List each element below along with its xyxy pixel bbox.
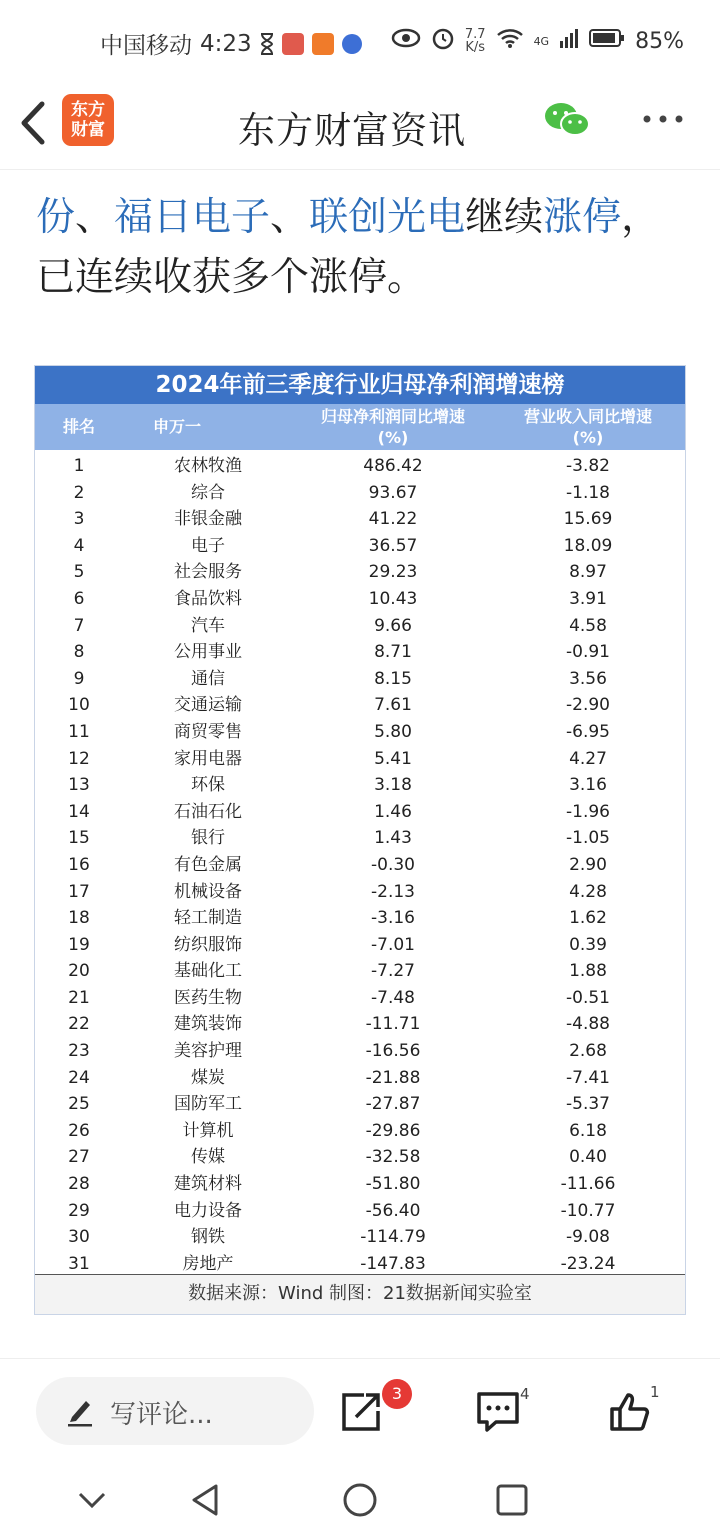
profit-growth-cell: -7.48 (371, 987, 415, 1008)
profit-growth-cell: -2.13 (371, 881, 415, 902)
header-revenue-label: 营业收入同比增速 (523, 407, 652, 426)
industry-cell: 社会服务 (174, 562, 242, 583)
profit-growth-cell: -7.01 (371, 934, 415, 955)
profit-growth-cell: -21.88 (365, 1067, 421, 1088)
alarm-icon (431, 26, 455, 56)
header-profit-label: 归母净利润同比增速 (320, 407, 465, 426)
stock-link-furi[interactable]: 福日电子 (114, 195, 271, 240)
profit-growth-cell: 8.71 (374, 642, 412, 663)
share-badge: 3 (382, 1379, 412, 1409)
profit-growth-cell: -114.79 (360, 1227, 426, 1248)
table-row (35, 879, 685, 906)
profit-growth-cell: -0.30 (371, 854, 415, 875)
clock: 4:23 (200, 30, 252, 57)
app-logo (62, 94, 114, 146)
battery-percent: 85% (635, 28, 684, 54)
table-row (35, 639, 685, 666)
header-rank: 排名 (62, 417, 95, 436)
table-row (35, 932, 685, 959)
wechat-share-button[interactable] (543, 100, 593, 140)
table-row (35, 799, 685, 826)
rank-cell: 30 (68, 1227, 90, 1248)
revenue-growth-cell: 4.28 (569, 881, 607, 902)
industry-cell: 银行 (191, 828, 225, 849)
rank-cell: 5 (73, 562, 85, 583)
industry-cell: 建筑装饰 (174, 1014, 242, 1035)
revenue-growth-cell: 1.88 (569, 961, 607, 982)
revenue-growth-cell: 15.69 (563, 509, 613, 530)
table-row (35, 905, 685, 932)
like-button[interactable] (608, 1391, 652, 1433)
industry-cell: 有色金属 (174, 854, 242, 875)
pencil-icon (66, 1395, 94, 1427)
revenue-growth-cell: -5.37 (566, 1094, 610, 1115)
net-speed-value: 7.7 (464, 27, 486, 42)
rank-cell: 14 (68, 801, 90, 822)
profit-growth-cell: 10.43 (368, 588, 418, 609)
profit-growth-cell: -7.27 (371, 961, 415, 982)
table-row (35, 1198, 685, 1225)
app-notification-icon (282, 33, 304, 55)
status-left (100, 27, 362, 60)
industry-cell: 非银金融 (174, 509, 242, 530)
profit-growth-cell: 9.66 (374, 615, 412, 636)
revenue-growth-cell: 3.56 (569, 668, 607, 689)
rank-cell: 10 (68, 695, 90, 716)
battery-icon (589, 28, 625, 54)
industry-cell: 综合 (191, 482, 225, 503)
profit-growth-cell: 36.57 (368, 535, 418, 556)
header-industry: 申万一 (153, 417, 202, 436)
rank-cell: 25 (68, 1094, 90, 1115)
industry-cell: 建筑材料 (174, 1174, 242, 1195)
profit-growth-cell: 486.42 (363, 456, 423, 476)
industry-cell: 交通运输 (174, 695, 242, 716)
separator: 、 (75, 195, 115, 240)
profit-growth-cell: -16.56 (365, 1041, 421, 1062)
revenue-growth-cell: -3.82 (566, 456, 610, 476)
profit-growth-cell: -147.83 (360, 1253, 426, 1274)
net-speed (465, 28, 486, 54)
page-title: 东方财富资讯 (238, 109, 466, 152)
revenue-growth-cell: -1.18 (566, 482, 610, 503)
square-recent-icon (492, 1480, 532, 1520)
profit-growth-cell: -32.58 (365, 1147, 421, 1168)
header-revenue-unit: (%) (572, 428, 604, 447)
rank-cell: 13 (68, 775, 90, 796)
profit-growth-cell: 41.22 (368, 509, 418, 530)
rank-cell: 20 (68, 961, 90, 982)
revenue-growth-cell: -7.41 (566, 1067, 610, 1088)
comment-input[interactable] (36, 1377, 314, 1445)
rank-cell: 1 (73, 456, 85, 476)
rank-cell: 16 (68, 854, 90, 875)
table-body (35, 450, 685, 1277)
table-row (35, 480, 685, 507)
table-row (35, 533, 685, 560)
industry-cell: 家用电器 (174, 748, 242, 769)
nav-recent-apps-button[interactable] (492, 1480, 532, 1520)
profit-growth-cell: 1.46 (374, 801, 412, 822)
profit-growth-cell: -3.16 (371, 908, 415, 929)
triangle-back-icon (186, 1480, 226, 1520)
share-icon (340, 1391, 384, 1433)
table-title: 2024年前三季度行业归母净利润增速榜 (35, 366, 685, 404)
limit-up-link[interactable]: 涨停 (543, 195, 622, 240)
profit-growth-cell: -27.87 (365, 1094, 421, 1115)
revenue-growth-cell: 6.18 (569, 1120, 607, 1141)
rank-cell: 2 (73, 482, 85, 503)
nav-home-button[interactable] (340, 1480, 380, 1520)
header-revenue-growth (493, 406, 683, 448)
table-row (35, 1011, 685, 1038)
table-row (35, 559, 685, 586)
table-row (35, 1224, 685, 1251)
rank-cell: 21 (68, 987, 90, 1008)
revenue-growth-cell: 2.90 (569, 854, 607, 875)
network-type: 4G (533, 34, 550, 48)
table-row (35, 692, 685, 719)
rank-cell: 26 (68, 1120, 90, 1141)
table-row (35, 1091, 685, 1118)
comments-button[interactable] (476, 1391, 520, 1433)
industry-cell: 纺织服饰 (174, 934, 242, 955)
rank-cell: 8 (73, 642, 85, 663)
industry-cell: 汽车 (191, 615, 225, 636)
comment-count: 4 (520, 1385, 530, 1403)
comment-bubble-icon (476, 1391, 520, 1433)
hourglass-icon (260, 33, 274, 55)
profit-growth-cell: 93.67 (368, 482, 418, 503)
revenue-growth-cell: 4.58 (569, 615, 607, 636)
rank-cell: 19 (68, 934, 90, 955)
rank-cell: 22 (68, 1014, 90, 1035)
table-row (35, 958, 685, 985)
nav-collapse-button[interactable] (72, 1480, 112, 1520)
article-line-2: 已连续收获多个涨停。 (36, 255, 427, 300)
profit-growth-cell: 3.18 (374, 775, 412, 796)
profit-growth-cell: 7.61 (374, 695, 412, 716)
profit-growth-cell: -11.71 (365, 1014, 421, 1035)
revenue-growth-cell: -6.95 (566, 721, 610, 742)
rank-cell: 29 (68, 1200, 90, 1221)
revenue-growth-cell: -11.66 (560, 1174, 616, 1195)
back-button[interactable] (18, 100, 52, 146)
app-header (0, 84, 720, 170)
revenue-growth-cell: -1.96 (566, 801, 610, 822)
rank-cell: 9 (73, 668, 85, 689)
table-row (35, 746, 685, 773)
bottom-action-bar (0, 1358, 720, 1464)
rank-cell: 4 (73, 535, 85, 556)
table-row (35, 1144, 685, 1171)
industry-cell: 传媒 (191, 1147, 225, 1168)
revenue-growth-cell: 3.16 (569, 775, 607, 796)
table-row (35, 985, 685, 1012)
system-nav-bar (0, 1464, 720, 1540)
table-row (35, 772, 685, 799)
stock-link-lianchuang[interactable]: 联创光电 (309, 195, 466, 240)
thumbs-up-icon (608, 1391, 652, 1433)
rank-cell: 18 (68, 908, 90, 929)
profit-growth-cell: 8.15 (374, 668, 412, 689)
industry-cell: 国防军工 (174, 1094, 242, 1115)
chevron-left-icon (18, 100, 52, 146)
rank-cell: 28 (68, 1174, 90, 1195)
like-count: 1 (650, 1383, 660, 1401)
table-row (35, 1065, 685, 1092)
industry-cell: 机械设备 (174, 881, 242, 902)
logo-text-line1: 东方 (71, 100, 105, 120)
table-row (35, 1038, 685, 1065)
rank-cell: 23 (68, 1041, 90, 1062)
profit-growth-cell: 29.23 (368, 562, 418, 583)
rank-cell: 12 (68, 748, 90, 769)
rank-cell: 31 (68, 1253, 90, 1274)
table-row (35, 852, 685, 879)
more-dots-icon (640, 104, 686, 134)
table-row (35, 1118, 685, 1145)
rank-cell: 3 (73, 509, 85, 530)
profit-growth-cell: 1.43 (374, 828, 412, 849)
net-speed-unit: K/s (465, 40, 486, 55)
rank-cell: 27 (68, 1147, 90, 1168)
rank-cell: 15 (68, 828, 90, 849)
industry-cell: 煤炭 (191, 1067, 225, 1088)
table-row (35, 586, 685, 613)
profit-growth-cell: 5.80 (374, 721, 412, 742)
revenue-growth-cell: -9.08 (566, 1227, 610, 1248)
signal-icon (559, 27, 579, 55)
profit-growth-cell: -56.40 (365, 1200, 421, 1221)
industry-cell: 电力设备 (174, 1200, 242, 1221)
industry-cell: 通信 (191, 668, 225, 689)
industry-cell: 钢铁 (191, 1227, 225, 1248)
industry-cell: 石油石化 (174, 801, 242, 822)
industry-cell: 电子 (191, 535, 225, 556)
revenue-growth-cell: -10.77 (560, 1200, 616, 1221)
revenue-growth-cell: 3.91 (569, 588, 607, 609)
revenue-growth-cell: 0.40 (569, 1147, 607, 1168)
stock-link[interactable]: 份 (36, 195, 76, 240)
industry-cell: 房地产 (182, 1253, 234, 1274)
article-text: 继续 (465, 195, 544, 240)
status-right (391, 26, 684, 56)
industry-growth-table[interactable] (34, 365, 686, 1315)
share-button[interactable] (340, 1391, 384, 1433)
industry-cell: 农林牧渔 (174, 456, 242, 476)
industry-cell: 商贸零售 (174, 721, 242, 742)
table-row (35, 506, 685, 533)
industry-cell: 医药生物 (174, 987, 242, 1008)
circle-home-icon (340, 1480, 380, 1520)
more-options-button[interactable] (640, 104, 686, 134)
revenue-growth-cell: -0.51 (566, 987, 610, 1008)
industry-cell: 轻工制造 (174, 908, 242, 929)
table-row (35, 719, 685, 746)
industry-cell: 公用事业 (174, 642, 242, 663)
industry-cell: 美容护理 (174, 1041, 242, 1062)
profit-growth-cell: -51.80 (365, 1174, 421, 1195)
revenue-growth-cell: 0.39 (569, 934, 607, 955)
table-row (35, 453, 685, 480)
revenue-growth-cell: -2.90 (566, 695, 610, 716)
wechat-icon (543, 100, 593, 140)
logo-text-line2: 财富 (71, 120, 105, 140)
industry-cell: 计算机 (182, 1120, 234, 1141)
revenue-growth-cell: -4.88 (566, 1014, 610, 1035)
header-profit-growth (293, 406, 493, 448)
wifi-icon (496, 27, 524, 55)
carrier-label: 中国移动 (100, 33, 192, 59)
music-notification-icon (342, 34, 362, 54)
industry-cell: 食品饮料 (174, 588, 242, 609)
revenue-growth-cell: 8.97 (569, 562, 607, 583)
revenue-growth-cell: 4.27 (569, 748, 607, 769)
table-row (35, 1171, 685, 1198)
article-line-1 (36, 188, 686, 248)
table-header (35, 404, 685, 450)
eye-icon (391, 28, 421, 54)
comment-placeholder: 写评论... (110, 1400, 213, 1430)
industry-cell: 基础化工 (174, 961, 242, 982)
profit-growth-cell: 5.41 (374, 748, 412, 769)
rank-cell: 7 (73, 615, 85, 636)
revenue-growth-cell: -1.05 (566, 828, 610, 849)
revenue-growth-cell: 1.62 (569, 908, 607, 929)
industry-cell: 环保 (191, 775, 225, 796)
revenue-growth-cell: -0.91 (566, 642, 610, 663)
profit-growth-cell: -29.86 (365, 1120, 421, 1141)
table-row (35, 825, 685, 852)
rank-cell: 11 (68, 721, 90, 742)
header-profit-unit: (%) (377, 428, 409, 447)
table-row (35, 666, 685, 693)
status-bar (0, 0, 720, 84)
chevron-down-icon (72, 1480, 112, 1520)
rank-cell: 24 (68, 1067, 90, 1088)
revenue-growth-cell: 18.09 (563, 535, 613, 556)
revenue-growth-cell: -23.24 (560, 1253, 616, 1274)
nav-back-button[interactable] (186, 1480, 226, 1520)
article-text: ， (621, 195, 661, 240)
rank-cell: 6 (73, 588, 85, 609)
rank-cell: 17 (68, 881, 90, 902)
table-row (35, 613, 685, 640)
revenue-growth-cell: 2.68 (569, 1041, 607, 1062)
table-source-footer: 数据来源：Wind 制图：21数据新闻实验室 (35, 1274, 685, 1314)
separator: 、 (270, 195, 310, 240)
app-notification-icon (312, 33, 334, 55)
article-body (36, 188, 686, 308)
